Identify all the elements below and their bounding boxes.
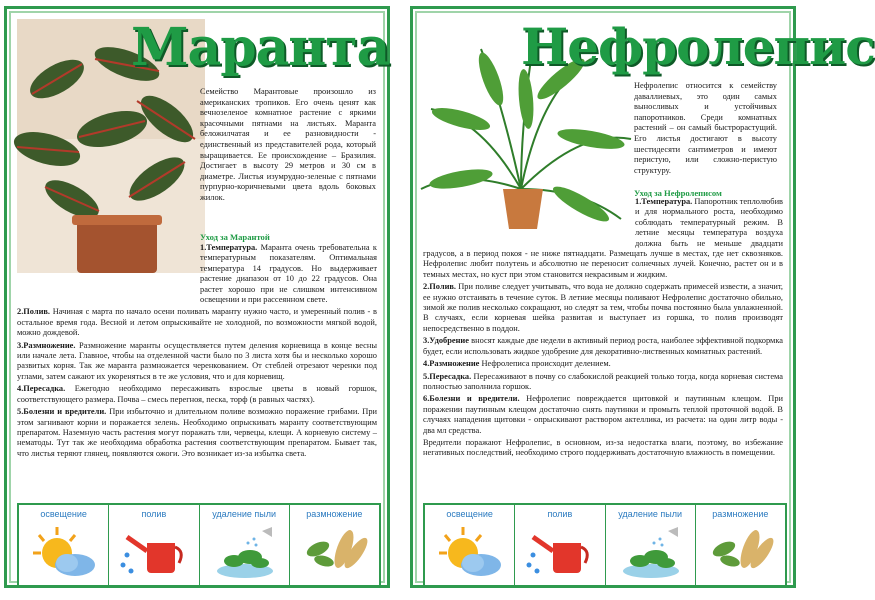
section-propagation [17,341,377,383]
care-cell-propagation [696,505,785,585]
care-label: полив [141,509,167,519]
sun-cloud-icon [435,523,505,581]
section-text: Размножение маранты осуществляется путем деления корневища в конце весны или начале лета. Главное, чтобы на отделенной части было по 3 листа хотя бы и несколько хорошо развитых корня. Так же маранта размножается черенкованием. От стеблей отрезают черенки под углами, затем сажают их укореняться в те же условия, что и для корневищ. [17,340,377,381]
sprayed-plant-icon [210,523,280,581]
page-title: Нефролепис [521,17,875,76]
care-icons-strip [17,503,381,587]
section-title: 5.Болезни и вредители. [17,407,107,417]
care-body [423,197,783,461]
section-title: 3.Удобрение [423,336,469,346]
section-title: 6.Болезни и вредители. [423,394,520,404]
section-diseases [17,407,377,459]
watering-can-icon [119,523,189,581]
care-cell-watering [515,505,605,585]
section-text: Ежегодно необходимо пересаживать взрослые цветы в новый горшок, соответствующего размера. Почва – смесь перегноя, песка, торф (в равных частях). [17,384,378,404]
care-heading: Уход за Марантой [200,232,270,242]
section-transplant [423,372,783,393]
cuttings-icon [300,523,370,581]
care-cell-lighting [425,505,515,585]
care-label: освещение [40,509,87,519]
section-title: 2.Полив. [423,282,457,292]
care-body [17,243,377,461]
section-title: 2.Полив. [17,307,51,317]
cuttings-icon [706,523,776,581]
section-text: Пересаживают в почву со слабокислой реакцией только тогда, когда корневая система полностью заполнила горшок. [423,371,783,391]
intro-text: Семейство Марантовые произошло из американских тропиков. Его очень ценят как вечнозеленое комнатное растение с яркими красочными пятнами на листьях. Маранта беложилчатая и ее разновидности - единственный из представителей рода, который выращивается. Ее происхождение – Бразилия. Достигает в высоту 29 метров и 30 см в диаметре. Листья изумрудно-зеленые с пятнами пурпурно-коричневыми цвета вдоль боковых жилок. [200,87,376,202]
sprayed-plant-icon [616,523,686,581]
care-cell-watering [109,505,199,585]
section-text: При поливе следует учитывать, что вода не должно содержать примесей извести, а значит, ее нужно отстаивать в течение суток. В летние месяцы поливают Нефролепис достаточно обильно, зимой же полив несколько сокращают, но следят за тем, чтобы почва постоянно была увлажненной. В случаях, если корневая шейка развитая и выступает из горшка, то полив производят непосредственно в поддон. [423,282,784,333]
care-icons-strip [423,503,787,587]
section-propagation [423,359,783,369]
section-transplant [17,384,377,405]
section-title: 1.Температура. [200,243,258,252]
care-cell-propagation [290,505,379,585]
section-text: Маранта очень требовательна к температурным показателям. Оптимальная температура 14 градусов. Но выдерживает растение диапазон от 10 до 22 градусов. Она растет хорошо при не слишком интенсивном освещении и при рассеянном свете. [200,243,377,305]
section-fertilizing [423,336,783,357]
section-title: 3.Размножение. [17,340,76,350]
care-label: размножение [712,509,769,519]
care-label: размножение [306,509,363,519]
right-page [410,6,875,588]
care-cell-dusting [606,505,696,585]
section-title: 4.Размножение [423,359,480,369]
section-text: При избыточно и длительном поливе возможно поражение грибами. При этом загнивают корни и поражается зелень. Необходимо опрыскивать маранту соответствующим препаратом. Наземную часть растения могут поражать тли, червецы, клещи. А корневую систему – нематоды. Тут так же необходима обработка растения соответствующим препаратом. Бывает так, что листья теряют глянец, появляются ожоги. Это возникает из-за избытка света. [17,407,378,458]
intro-text: Нефролепис относится к семейству даваллиевых, это один самых выносливых и устойчивых папоротников. Среди комнатных растений – он самый быстрорастущий. Его листья достигают в высоту шестидесяти сантиметров и имеют перистую, или сложно-перистую структуру. [634,81,777,175]
section-watering [17,307,377,338]
watering-can-icon [525,523,595,581]
left-page [4,6,390,588]
care-label: удаление пыли [618,509,683,519]
section-text: Папоротник теплолюбив и для нормального роста, необходимо соблюдать температурный режим. В летние месяцы температура воздуха должна быть не меньше двадцати градусов, а в период покоя - не ниже пятнадцати. Размещать лучше в местах, где нет сквозняков. Нефролепис любит полутень и абсолютно не переносит солнечных лучей. Конечно, растет он и в темных местах, но куст при этом становится некрасивым и жидким. [423,197,783,279]
care-cell-dusting [200,505,290,585]
section-pests-note [423,438,783,459]
sun-cloud-icon [29,523,99,581]
section-text: вносят каждые две недели в активный период роста, наиболее эффективной подкормка будет, если использовать жидкое удобрение для декоративно-лиственных комнатных растений. [423,336,784,356]
care-heading: Уход за Нефролеписом [634,188,722,198]
section-title: 1.Температура. [635,197,693,206]
section-text: Нефролепис повреждается щитовкой и паутинным клещом. При поражении паутинным клещом достаточно снять паутинки и промыть теплой проточной водой. В случаях нападения щитовки - опрыскивают раствором актеллика, из расчета: на один литр воды - два мл средства. [423,394,784,435]
page-title: Маранта [131,17,390,78]
section-text: Начиная с марта по начало осени поливать маранту нужно часто, и умеренный полив - в остальное время года. Весной и летом опрыскивайте не холодной, по возможности мягкой водой, можно дождевой. [17,307,377,338]
section-title: 4.Пересадка. [17,384,66,394]
care-label: полив [547,509,573,519]
section-text: Нефролеписа происходит делением. [481,359,611,369]
section-watering [423,282,783,334]
care-label: освещение [446,509,493,519]
section-title: 5.Пересадка. [423,371,472,381]
care-cell-lighting [19,505,109,585]
section-text: Вредители поражают Нефролепис, в основном, из-за недостатка влаги, поэтому, во избежание негативных последствий, необходимо строго поддерживать достаточную влажность в помещении. [423,437,783,458]
section-diseases [423,394,783,436]
care-label: удаление пыли [212,509,277,519]
